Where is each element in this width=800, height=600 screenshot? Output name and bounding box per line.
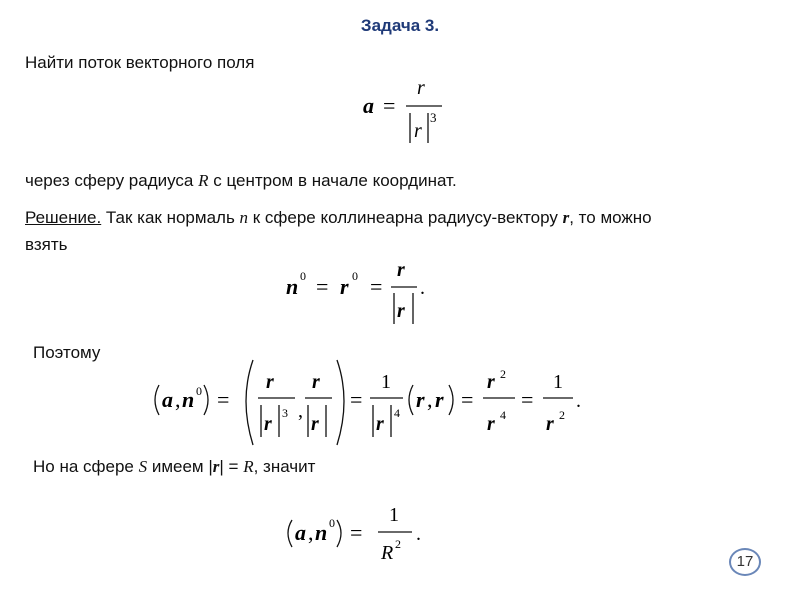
svg-text:,: , [308,520,314,545]
page-number-badge: 17 [729,548,761,576]
svg-text:a: a [295,520,306,545]
svg-text:a: a [162,387,173,412]
svg-text:r: r [487,371,495,393]
svg-text:r: r [416,387,425,412]
svg-text:=: = [370,274,383,299]
f1-equals: = [383,93,396,118]
svg-text:.: . [416,523,421,545]
formula-field-definition [355,68,465,150]
f1-exponent: 3 [430,110,437,125]
svg-text:3: 3 [282,406,288,420]
solution-line-1: Решение. Так как нормаль n к сфере коллинеарна радиусу-вектору r, то можно [25,208,652,227]
svg-text:,: , [298,400,303,422]
svg-text:.: . [576,390,581,412]
svg-text:,: , [427,387,433,412]
svg-text:,: , [175,387,181,412]
svg-text:R: R [381,542,394,564]
svg-text:n: n [286,274,299,299]
svg-text:r: r [397,300,405,322]
solution-label: Решение. [25,208,102,227]
f1-numerator: r [417,77,425,99]
svg-text:2: 2 [500,367,506,381]
svg-text:4: 4 [500,408,506,422]
f1-lhs: a [363,93,374,118]
svg-text:0: 0 [196,384,202,398]
svg-text:r: r [435,387,444,412]
svg-text:r: r [397,259,405,281]
svg-text:4: 4 [394,406,400,420]
solution-line-2: взять [25,235,68,254]
svg-text:=: = [217,387,230,412]
svg-text:0: 0 [300,269,306,283]
svg-text:0: 0 [329,516,335,530]
svg-text:r: r [546,413,554,435]
svg-text:2: 2 [559,408,565,422]
svg-text:r: r [487,413,495,435]
svg-text:=: = [316,274,329,299]
svg-text:r: r [376,413,384,435]
svg-text:n: n [315,520,328,545]
svg-text:1: 1 [553,371,563,393]
svg-text:r: r [264,413,272,435]
radius-symbol: R [198,171,209,190]
svg-text:r: r [312,371,320,393]
formula-dot-product [145,355,590,455]
svg-text:.: . [420,277,425,299]
f1-denominator: r [414,120,422,142]
svg-text:n: n [182,387,195,412]
svg-text:r: r [340,274,349,299]
slide-title: Задача 3. [360,16,440,35]
svg-text:r: r [266,371,274,393]
formula-result [280,495,430,570]
svg-text:=: = [350,520,363,545]
problem-text: Найти поток векторного поля [25,53,255,72]
svg-text:1: 1 [381,371,391,393]
sphere-condition-sentence: Но на сфере S имеем |r| = R, значит [33,457,316,476]
svg-text:2: 2 [395,537,401,551]
svg-text:=: = [461,387,474,412]
formula-unit-normal [280,252,450,332]
vector-symbol: r [562,208,570,227]
svg-text:r: r [311,413,319,435]
svg-text:1: 1 [389,504,399,526]
therefore-text: Поэтому [33,343,101,362]
svg-text:=: = [350,387,363,412]
svg-text:=: = [521,387,534,412]
sphere-sentence: через сферу радиуса R с центром в начале координат. [25,171,457,190]
svg-text:0: 0 [352,269,358,283]
normal-symbol: n [239,208,249,227]
